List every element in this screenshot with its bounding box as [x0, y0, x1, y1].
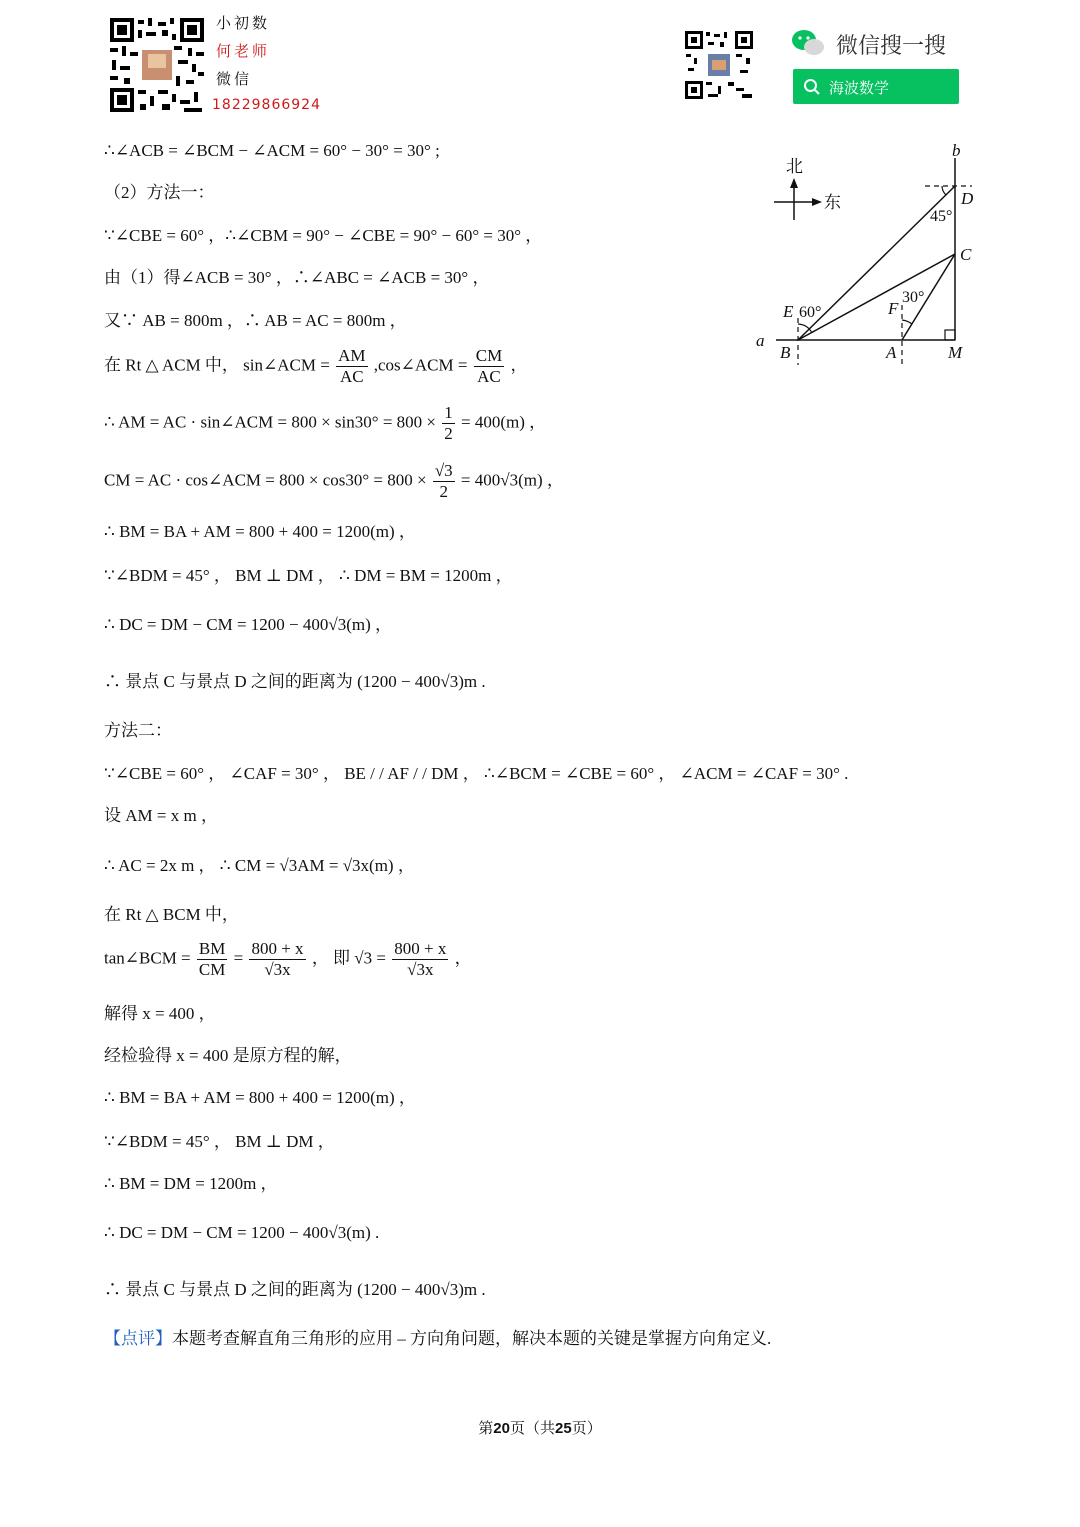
label-D: D [961, 189, 974, 208]
wechat-account-label: 海波数学 [829, 79, 890, 97]
solution-line-3: ∵∠CBE = 60° ，∴∠CBM = 90° − ∠CBE = 90° − 60° = 30° ， [104, 226, 543, 245]
handwritten-phone: 18229866924 [212, 97, 321, 113]
method-two-title: 方法二： [104, 721, 172, 740]
m2-line-1: ∵∠CBE = 60° ， ∠CAF = 30° ， BE / / AF / / DM ， ∴∠BCM = ∠CBE = 60° ， ∠ACM = ∠CAF = 30° . [104, 764, 849, 783]
fraction-one-half: $\frac{1}{2}$ [444, 403, 453, 443]
arc-30 [902, 320, 912, 324]
fraction-bm-cm: $\frac{BM}{CM}$ [198, 939, 226, 979]
solution-line-1: ∴∠ACB = ∠BCM − ∠ACM = 60° − 30° = 30° ; [104, 141, 440, 160]
solution-line-11: ∴ DC = DM − CM = 1200 − 400√3(m) ， [104, 615, 393, 634]
page-footer [0, 1417, 1080, 1438]
m2-line-3: ∴ AC = 2x m ， ∴ CM = √3AM = √3x(m) ， [104, 856, 415, 875]
l6-text-b: ,cos∠ACM = [373, 355, 468, 375]
qr-code-right [684, 30, 754, 100]
line-BC [798, 254, 955, 340]
search-icon [803, 78, 821, 96]
solution-line-9: ∴ BM = BA + AM = 800 + 400 = 1200(m) ， [104, 522, 416, 541]
label-M: M [948, 343, 963, 362]
m2-line-7: 经检验得 x = 400 是原方程的解， [104, 1046, 352, 1065]
handwritten-line-2: 何老师 [216, 42, 271, 60]
qr-code-left [108, 16, 206, 114]
solution-line-7 [104, 403, 546, 444]
label-angle45: 45° [930, 208, 953, 225]
m2-line-9: ∵∠BDM = 45° ， BM ⊥ DM ， [104, 1132, 335, 1151]
north-label: 北 [786, 157, 803, 177]
qr-code-icon [684, 30, 754, 100]
wechat-search-label: 微信搜一搜 [836, 34, 947, 59]
m2-l5-text-d: ， [454, 948, 472, 968]
solution-line-5: 又∵ AB = 800m ，∴ AB = AC = 800m ， [104, 311, 407, 330]
m2-l5-text-c: ， 即 √3 = [311, 948, 386, 968]
wechat-account-button[interactable] [793, 69, 959, 104]
l8-text-a: CM = AC · cos∠ACM = 800 × cos30° = 800 × [104, 470, 427, 490]
m2-line-2: 设 AM = x m ， [104, 806, 218, 825]
l6-text-a: 在 Rt △ ACM 中， sin∠ACM = [104, 355, 330, 375]
footer-suffix: 页） [571, 1421, 602, 1437]
m2-line-8: ∴ BM = BA + AM = 800 + 400 = 1200(m) ， [104, 1088, 416, 1107]
wechat-search-logo [790, 28, 964, 60]
solution-line-8 [104, 461, 564, 502]
l8-text-b: = 400√3(m) ， [460, 470, 564, 490]
label-C: C [960, 245, 972, 264]
handwritten-line-1: 小初数 [216, 14, 271, 32]
right-angle-M [945, 330, 955, 340]
label-B: B [780, 343, 791, 362]
label-A: A [886, 343, 897, 362]
m2-l5-text-a: tan∠BCM = [104, 948, 191, 968]
l6-text-c: ， [510, 355, 528, 375]
m2-line-5 [104, 939, 472, 980]
qr-code-icon [108, 16, 206, 114]
solution-line-4: 由（1）得∠ACB = 30° ，∴∠ABC = ∠ACB = 30° ， [104, 268, 490, 287]
comment-line [104, 1328, 771, 1350]
label-angle60: 60° [799, 304, 822, 321]
fraction-cm-ac: $\frac{CM}{AC}$ [475, 346, 503, 386]
comment-tag: 【点评】 [104, 1329, 172, 1348]
solution-line-10: ∵∠BDM = 45° ， BM ⊥ DM ， ∴ DM = BM = 1200m ， [104, 566, 513, 585]
m2-line-12: ∴ 景点 C 与景点 D 之间的距离为 (1200 − 400√3)m . [104, 1280, 486, 1299]
arc-45 [942, 186, 946, 195]
fraction-800x-root3x: $\frac{800 + x}{√3x}$ [251, 939, 304, 979]
solution-line-6 [104, 346, 527, 387]
m2-line-11: ∴ DC = DM − CM = 1200 − 400√3(m) . [104, 1223, 380, 1242]
wechat-icon [790, 28, 826, 58]
m2-line-10: ∴ BM = DM = 1200m ， [104, 1174, 278, 1193]
m2-line-6: 解得 x = 400 ， [104, 1004, 216, 1023]
comment-text: 本题考查解直角三角形的应用 – 方向角问题，解决本题的关键是掌握方向角定义. [172, 1329, 772, 1348]
fraction-800x-root3x-2: $\frac{800 + x}{√3x}$ [394, 939, 447, 979]
footer-total-pages: 25 [555, 1420, 572, 1437]
footer-page-number: 20 [493, 1420, 510, 1437]
label-a: a [756, 331, 765, 350]
l7-text-a: ∴ AM = AC · sin∠ACM = 800 × sin30° = 800 × [104, 412, 436, 432]
handwritten-line-3: 微信 [216, 70, 253, 88]
method-one-title: （2）方法一： [104, 183, 215, 202]
fraction-am-ac: $\frac{AM}{AC}$ [338, 346, 366, 386]
label-E: E [783, 302, 794, 321]
footer-mid: 页（共 [509, 1421, 555, 1437]
footer-prefix: 第 [478, 1421, 494, 1437]
m2-line-4: 在 Rt △ BCM 中， [104, 905, 239, 924]
label-F: F [888, 299, 899, 318]
label-b: b [952, 141, 961, 160]
label-angle30: 30° [902, 289, 925, 306]
fraction-root3-half: $\frac{√3}{2}$ [434, 461, 453, 501]
l7-text-b: = 400(m) ， [461, 412, 547, 432]
m2-l5-text-b: = [233, 948, 244, 968]
geometry-figure [750, 140, 990, 370]
east-label: 东 [824, 193, 841, 213]
solution-line-12: ∴ 景点 C 与景点 D 之间的距离为 (1200 − 400√3)m . [104, 672, 486, 691]
